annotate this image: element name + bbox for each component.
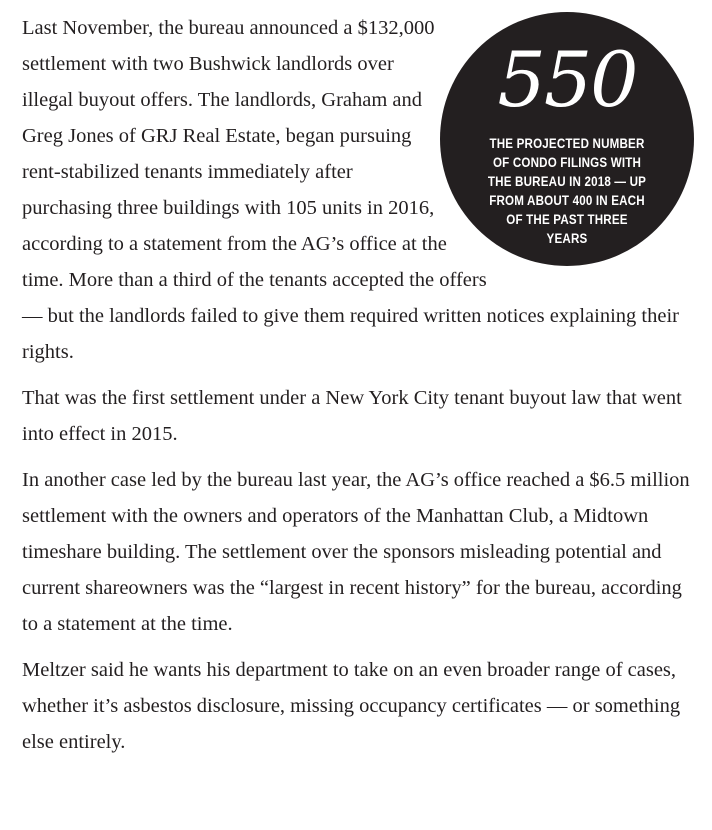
paragraph-manhattan-club: In another case led by the bureau last year, the AG’s office reached a $6.5 million settlement with the owners and operators of the Manhattan Club, a Midtown timeshare building. The settlement over the sponsors misleading potential and current shareowners was the “largest in recent history” for the bureau, according to a statement at the time. (22, 469, 690, 635)
stat-number: 550 (497, 35, 637, 124)
stat-callout-circle (440, 12, 694, 266)
paragraph-settlement: Last November, the bureau announced a $132,000 settlement with two Bushwick landlords over illegal buyout offers. The landlords, Graham and Greg Jones of GRJ Real Estate, began pursuing rent-stabilized tenants immediately after purchasing three buildings with 105 units in 2016, according to a statement from the AG’s office at the time. More than a third of the tenants accepted the offers — but the landlords failed to give them required written notices explaining their rights. (22, 17, 679, 363)
paragraph-first-settlement: That was the first settlement under a New York City tenant buyout law that went into effect in 2015. (22, 387, 682, 445)
article-body (22, 10, 692, 770)
stat-caption: THE PROJECTED NUMBER OF CONDO FILINGS WITH THE BUREAU IN 2018 — UP FROM ABOUT 400 IN EACH OF THE PAST THREE YEARS (487, 136, 647, 246)
paragraph-meltzer: Meltzer said he wants his department to take on an even broader range of cases, whether it’s asbestos disclosure, missing occupancy certificates — or something else entirely. (22, 659, 681, 753)
